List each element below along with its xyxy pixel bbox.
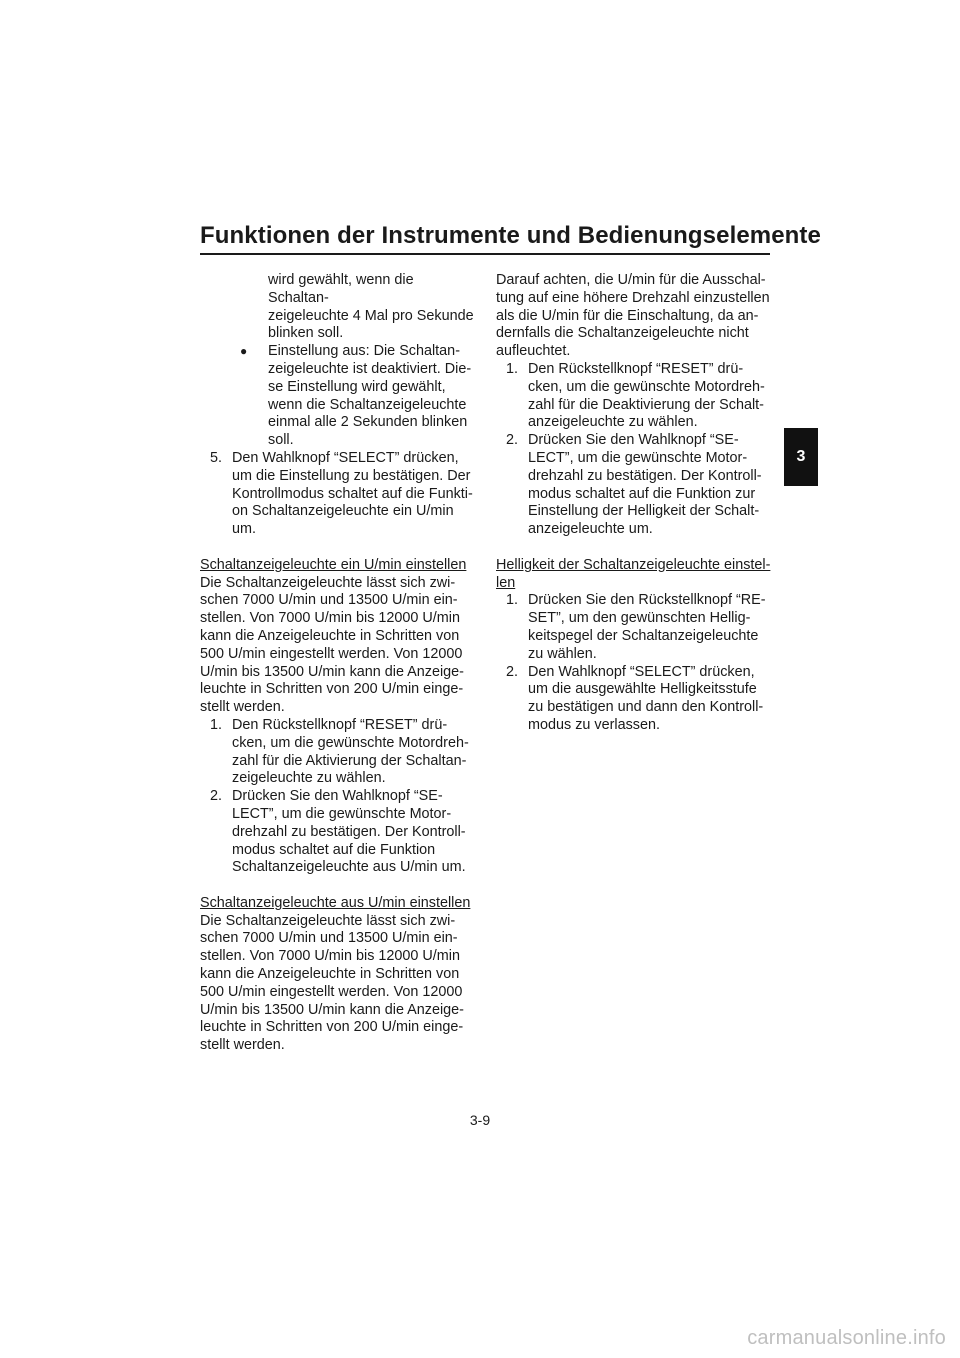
list-item [200,717,478,788]
list-number: 1. [506,360,519,377]
list-item [200,788,478,877]
list-number: 2. [210,788,223,805]
list-text: Den Wahlknopf “SELECT” drücken, um die ausgewählte Helligkeitsstufe zu bestätigen und dann den Kontroll- modus zu verlassen. [528,663,764,733]
list-item [200,450,478,539]
chapter-tab: 3 [784,428,818,486]
list-text: Drücken Sie den Rückstellknopf “RE- SET”, um den gewünschten Hellig- keitspegel der Schaltanzeigeleuchte zu wählen. [528,592,766,662]
list-text: Den Rückstellknopf “RESET” drü- cken, um die gewünschte Motordreh- zahl für die Deaktivierung der Schalt- anzeigeleuchte zu wählen. [528,360,765,431]
list-item [496,432,774,539]
page-title: Funktionen der Instrumente und Bedienungselemente [200,222,821,249]
title-divider [200,253,770,255]
list-text: Den Wahlknopf “SELECT” drücken, um die Einstellung zu bestätigen. Der Kontrollmodus schaltet auf die Funkti- on Schaltanzeigeleuchte ein U/min um. [232,449,473,538]
section-body-on: Die Schaltanzeigeleuchte lässt sich zwi- schen 7000 U/min und 13500 U/min ein- stellen. Von 7000 U/min bis 12000 U/min kann die Anzeigeleuchte in Schritten von 500 U/min eingestellt werden. Von 12000 U/min bis 13500 U/min kann die Anzeige- leuchte in Schritten von 200 U/min einge- stellt werden. [200,574,464,716]
list-number: 1. [210,716,223,733]
section-heading-brightness: Helligkeit der Schaltanzeigeleuchte einstel- len [496,556,771,591]
list-item [496,361,774,432]
page-number: 3-9 [469,1112,491,1128]
section-heading-on: Schaltanzeigeleuchte ein U/min einstellen [200,556,467,573]
section-body-off: Die Schaltanzeigeleuchte lässt sich zwi- schen 7000 U/min und 13500 U/min ein- stellen. Von 7000 U/min bis 12000 U/min kann die Anzeigeleuchte in Schritten von 500 U/min eingestellt werden. Von 12000 U/min bis 13500 U/min kann die Anzeige- leuchte in Schritten von 200 U/min einge- stellt werden. [200,912,464,1054]
list-number: 2. [506,663,519,680]
list-item [496,592,774,663]
list-number: 1. [506,592,519,609]
bullet-item [200,343,478,450]
list-text: Drücken Sie den Wahlknopf “SE- LECT”, um die gewünschte Motor- drehzahl zu bestätigen. Der Kontroll- modus schaltet auf die Funktion zur Einstellung der Helligkeit der Schalt- anzeigeleuchte um. [528,432,762,538]
list-text: Drücken Sie den Wahlknopf “SE- LECT”, um die gewünschte Motor- drehzahl zu bestätigen. Der Kontroll- modus schaltet auf die Funktion Schaltanzeigeleuchte aus U/min um. [232,788,466,876]
bullet-icon: ● [240,344,248,359]
bullet-text: Einstellung aus: Die Schaltan- zeigeleuchte ist deaktiviert. Die- se Einstellung wird gewählt, wenn die Schaltanzeigeleuchte einmal alle 2 Sekunden blinken soll. [268,343,472,449]
section-heading-off: Schaltanzeigeleuchte aus U/min einstellen [200,894,471,911]
list-text: Den Rückstellknopf “RESET” drü- cken, um die gewünschte Motordreh- zahl für die Aktivierung der Schaltan- zeigeleuchte zu wählen. [232,716,469,787]
list-number: 5. [210,449,223,466]
list-number: 2. [506,432,519,449]
continued-paragraph: wird gewählt, wenn die Schaltan- zeigeleuchte 4 Mal pro Sekunde blinken soll. [268,272,474,342]
intro-paragraph: Darauf achten, die U/min für die Ausschal- tung auf eine höhere Drehzahl einzustellen als die U/min für die Einschaltung, da an- dernfalls die Schaltanzeigeleuchte nicht aufleuchtet. [496,272,770,360]
watermark: carmanualsonline.info [747,1327,946,1349]
left-column [200,272,478,1055]
list-item [496,664,774,735]
right-column [496,272,774,735]
